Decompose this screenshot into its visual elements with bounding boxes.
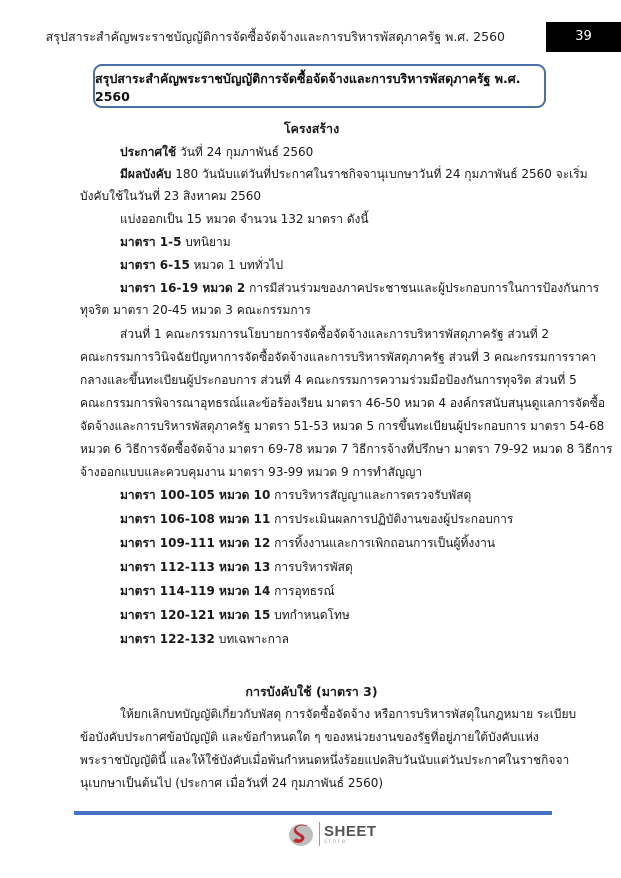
section-text: หมวด 1 บททั่วไป xyxy=(189,258,284,272)
section-item xyxy=(120,231,231,253)
section-number: มาตรา 109-111 หมวด 12 xyxy=(120,536,271,550)
section-text: บทเฉพาะกาล xyxy=(214,632,289,646)
section-continuation: ทุจริต มาตรา 20-45 หมวด 3 คณะกรรมการ xyxy=(80,303,311,317)
enforcement-line: พระราชบัญญัตินี้ และให้ใช้บังคับเมื่อพ้นกำหนดหนึ่งร้อยแปดสิบวันนับแต่วันประกาศในราชกิจจา xyxy=(80,753,570,767)
section-item xyxy=(120,604,350,626)
section-text: การมีส่วนร่วมของภาคประชาชนและผู้ประกอบการในการป้องกันการ xyxy=(245,281,600,295)
section-text: การทิ้งงานและการเพิกถอนการเป็นผู้ทิ้งงาน xyxy=(270,536,496,550)
section-number: มาตรา 112-113 หมวด 13 xyxy=(120,560,271,574)
section-text: บทนิยาม xyxy=(181,235,231,249)
section-item xyxy=(120,484,471,506)
enforcement-line: ให้ยกเลิกบทบัญญัติเกี่ยวกับพัสดุ การจัดซื้อจัดจ้าง หรือการบริหารพัสดุในกฎหมาย ระเบียบ xyxy=(120,707,577,721)
sheet-store-logo xyxy=(287,820,377,848)
section-number: มาตรา 6-15 xyxy=(120,258,190,272)
logo-text xyxy=(324,824,377,845)
section-item xyxy=(120,277,599,299)
parts-line: ส่วนที่ 1 คณะกรรมการนโยบายการจัดซื้อจัดจ้างและการบริหารพัสดุภาครัฐ ส่วนที่ 2 xyxy=(120,327,550,341)
effective-text: 180 วันนับแต่วันที่ประกาศในราชกิจจานุเบกษาวันที่ 24 กุมภาพันธ์ 2560 จะเริ่ม xyxy=(171,167,588,181)
parts-line: คณะกรรมการวินิจฉัยปัญหาการจัดซื้อจัดจ้างและการบริหารพัสดุภาครัฐ ส่วนที่ 3 คณะกรรมการราคา xyxy=(80,350,597,364)
section-text: การบริหารสัญญาและการตรวจรับพัสดุ xyxy=(270,488,472,502)
section-number: มาตรา 122-132 xyxy=(120,632,215,646)
title-box xyxy=(93,64,546,108)
section-text: บทกำหนดโทษ xyxy=(270,608,350,622)
enforcement-line: ข้อบังคับประกาศข้อบัญญัติ และข้อกำหนดใด ๆ ของหน่วยงานของรัฐที่อยู่ภายใต้บังคับแห่ง xyxy=(80,730,539,744)
page-number: 39 xyxy=(546,22,621,52)
section-number: มาตรา 114-119 หมวด 14 xyxy=(120,584,271,598)
logo-separator xyxy=(319,822,320,846)
announced-line xyxy=(120,141,313,163)
parts-line: จ้างออกแบบและควบคุมงาน มาตรา 93-99 หมวด 9 การทำสัญญา xyxy=(80,465,423,479)
logo-main-text: SHEET xyxy=(324,822,377,840)
enforcement-line: นุเบกษาเป็นต้นไป (ประกาศ เมื่อวันที่ 24 กุมภาพันธ์ 2560) xyxy=(80,776,384,790)
section-item xyxy=(120,628,289,650)
effective-line xyxy=(120,163,588,185)
section-text: การอุทธรณ์ xyxy=(270,584,335,598)
section-number: มาตรา 16-19 หมวด 2 xyxy=(120,281,246,295)
effective-line-2: บังคับใช้ในวันที่ 23 สิงหาคม 2560 xyxy=(80,189,262,203)
parts-line: หมวด 6 วิธีการจัดซื้อจัดจ้าง มาตรา 69-78 หมวด 7 วิธีการจ้างที่ปรึกษา มาตรา 79-92 หมวด 8 วิธีการ xyxy=(80,442,613,456)
parts-line: คณะกรรมการพิจารณาอุทธรณ์และข้อร้องเรียน มาตรา 46-50 หมวด 4 องค์กรสนับสนุนดูแลการจัดซื้อ xyxy=(80,396,606,410)
section-text: การประเมินผลการปฏิบัติงานของผู้ประกอบการ xyxy=(270,512,514,526)
announced-label: ประกาศใช้ xyxy=(120,145,177,159)
enforcement-heading: การบังคับใช้ (มาตรา 3) xyxy=(245,684,378,699)
section-number: มาตรา 1-5 xyxy=(120,235,182,249)
logo-sub-text: store xyxy=(324,838,348,845)
section-text: การบริหารพัสดุ xyxy=(270,560,353,574)
footer-rule xyxy=(74,811,552,815)
structure-heading: โครงสร้าง xyxy=(283,121,340,136)
document-title: สรุปสาระสำคัญพระราชบัญญัติการจัดซื้อจัดจ้างและการบริหารพัสดุภาครัฐ พ.ศ. 2560 xyxy=(95,70,521,104)
parts-line: กลางและขึ้นทะเบียนผู้ประกอบการ ส่วนที่ 4 คณะกรรมการความร่วมมือป้องกันการทุจริต ส่วนที่ 5 xyxy=(80,373,577,387)
section-item xyxy=(120,508,513,530)
parts-line: จัดจ้างและการบริหารพัสดุภาครัฐ มาตรา 51-53 หมวด 5 การขึ้นทะเบียนผู้ประกอบการ มาตรา 54-68 xyxy=(80,419,605,433)
section-number: มาตรา 106-108 หมวด 11 xyxy=(120,512,271,526)
logo-s-icon xyxy=(287,820,315,848)
section-item xyxy=(120,532,495,554)
section-number: มาตรา 120-121 หมวด 15 xyxy=(120,608,271,622)
running-header: สรุปสาระสำคัญพระราชบัญญัติการจัดซื้อจัดจ้างและการบริหารพัสดุภาครัฐ พ.ศ. 2560 xyxy=(45,29,505,44)
divided-line: แบ่งออกเป็น 15 หมวด จำนวน 132 มาตรา ดังนี้ xyxy=(120,212,369,226)
section-item xyxy=(120,580,335,602)
section-item xyxy=(120,556,353,578)
section-item xyxy=(120,254,283,276)
effective-label: มีผลบังคับ xyxy=(120,167,172,181)
announced-text: วันที่ 24 กุมภาพันธ์ 2560 xyxy=(176,145,314,159)
section-number: มาตรา 100-105 หมวด 10 xyxy=(120,488,271,502)
